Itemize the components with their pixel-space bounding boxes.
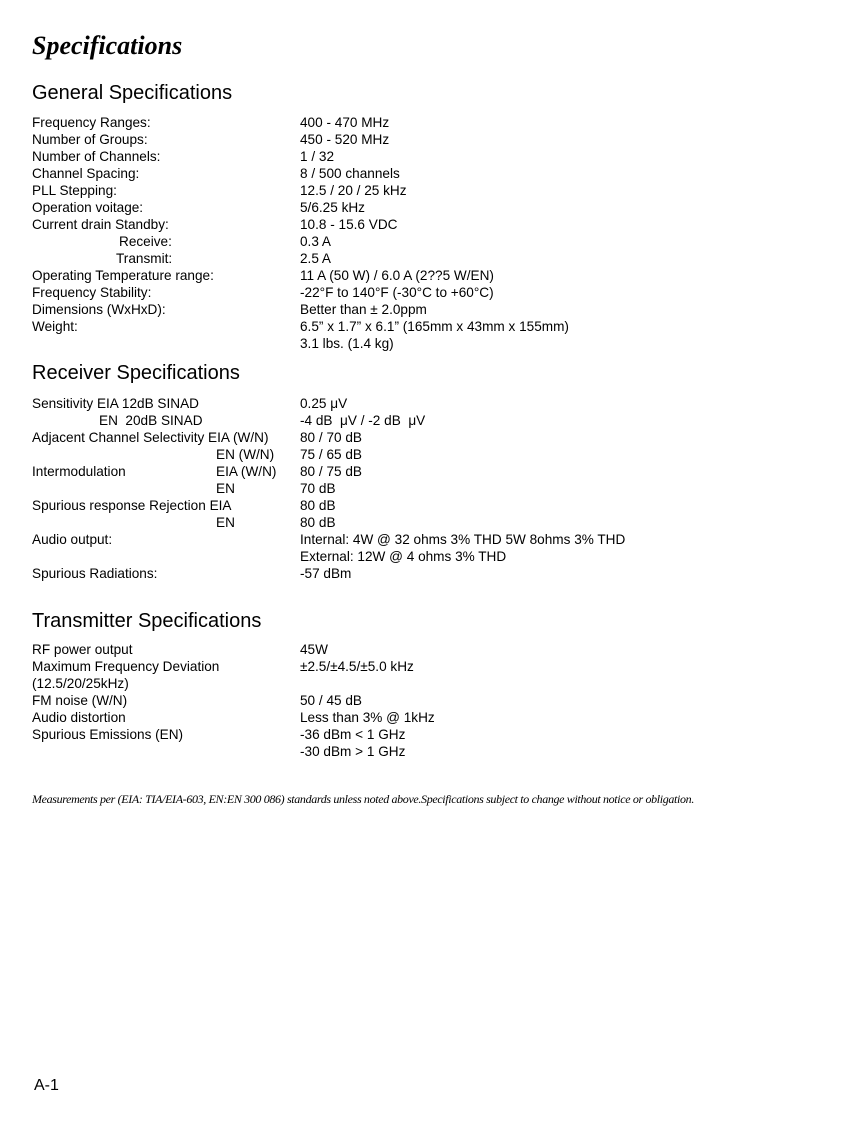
spec-label: EN: [216, 481, 235, 496]
spec-label: Maximum Frequency Deviation: [32, 659, 220, 674]
spec-value: 450 - 520 MHz: [300, 132, 390, 147]
spec-label: Spurious Radiations:: [32, 566, 158, 581]
spec-value: 1 / 32: [300, 149, 335, 164]
spec-label: Dimensions (WxHxD):: [32, 302, 166, 317]
spec-value: 5/6.25 kHz: [300, 200, 365, 215]
page-number: A-1: [34, 1077, 59, 1094]
spec-label: Audio output:: [32, 532, 113, 547]
spec-value: 0.3 A: [300, 234, 331, 249]
spec-label: Channel Spacing:: [32, 166, 140, 181]
spec-label: Sensitivity EIA 12dB SINAD: [32, 396, 199, 411]
spec-value: -30 dBm > 1 GHz: [300, 744, 406, 759]
spec-value: 6.5” x 1.7” x 6.1” (165mm x 43mm x 155mm): [300, 319, 569, 334]
spec-value: 8 / 500 channels: [300, 166, 400, 181]
page-title: Specifications: [32, 31, 183, 60]
spec-label: Weight:: [32, 319, 78, 334]
spec-label: Operation voitage:: [32, 200, 144, 215]
spec-label: EN 20dB SINAD: [99, 413, 203, 428]
spec-value: External: 12W @ 4 ohms 3% THD: [300, 549, 507, 564]
spec-value: 11 A (50 W) / 6.0 A (2??5 W/EN): [300, 268, 494, 283]
spec-label: FM noise (W/N): [32, 693, 128, 708]
spec-label: PLL Stepping:: [32, 183, 117, 198]
spec-value: 50 / 45 dB: [300, 693, 362, 708]
transmitter-specifications-heading: Transmitter Specifications: [32, 610, 262, 632]
spec-value: 3.1 lbs. (1.4 kg): [300, 336, 394, 351]
spec-label: Operating Temperature range:: [32, 268, 214, 283]
spec-label: EN: [216, 515, 235, 530]
spec-value: -57 dBm: [300, 566, 352, 581]
spec-value: 12.5 / 20 / 25 kHz: [300, 183, 407, 198]
spec-value: 80 dB: [300, 515, 336, 530]
spec-label: Number of Channels:: [32, 149, 161, 164]
spec-value: 80 / 75 dB: [300, 464, 362, 479]
spec-label: Intermodulation: [32, 464, 126, 479]
spec-label: Spurious Emissions (EN): [32, 727, 184, 742]
spec-label: Number of Groups:: [32, 132, 148, 147]
spec-value: 2.5 A: [300, 251, 331, 266]
spec-label: Spurious response Rejection EIA: [32, 498, 232, 513]
spec-label: Transmit:: [116, 251, 173, 266]
general-specifications-heading: General Specifications: [32, 82, 233, 104]
footnote: Measurements per (EIA: TIA/EIA-603, EN:EN 300 086) standards unless noted above.Specifications subject to change without notice or obligation.: [32, 792, 694, 806]
spec-value: 400 - 470 MHz: [300, 115, 390, 130]
spec-label: Receive:: [119, 234, 172, 249]
spec-label: Adjacent Channel Selectivity EIA (W/N): [32, 430, 269, 445]
spec-label: EIA (W/N): [216, 464, 277, 479]
spec-value: 45W: [300, 642, 328, 657]
spec-value: ±2.5/±4.5/±5.0 kHz: [300, 659, 414, 674]
spec-value: -4 dB μV / -2 dB μV: [300, 413, 426, 428]
spec-label: Frequency Stability:: [32, 285, 152, 300]
spec-label: (12.5/20/25kHz): [32, 676, 129, 691]
spec-value: 75 / 65 dB: [300, 447, 362, 462]
spec-value: 70 dB: [300, 481, 336, 496]
spec-value: Better than ± 2.0ppm: [300, 302, 427, 317]
spec-label: Frequency Ranges:: [32, 115, 151, 130]
spec-value: 80 / 70 dB: [300, 430, 362, 445]
spec-value: -36 dBm < 1 GHz: [300, 727, 406, 742]
spec-label: Audio distortion: [32, 710, 126, 725]
spec-label: Current drain Standby:: [32, 217, 169, 232]
spec-value: Internal: 4W @ 32 ohms 3% THD 5W 8ohms 3% THD: [300, 532, 626, 547]
spec-label: RF power output: [32, 642, 133, 657]
receiver-specifications-heading: Receiver Specifications: [32, 362, 240, 384]
spec-value: 10.8 - 15.6 VDC: [300, 217, 398, 232]
spec-value: Less than 3% @ 1kHz: [300, 710, 435, 725]
spec-value: 0.25 μV: [300, 396, 348, 411]
spec-value: 80 dB: [300, 498, 336, 513]
spec-value: -22°F to 140°F (-30°C to +60°C): [300, 285, 494, 300]
spec-label: EN (W/N): [216, 447, 275, 462]
